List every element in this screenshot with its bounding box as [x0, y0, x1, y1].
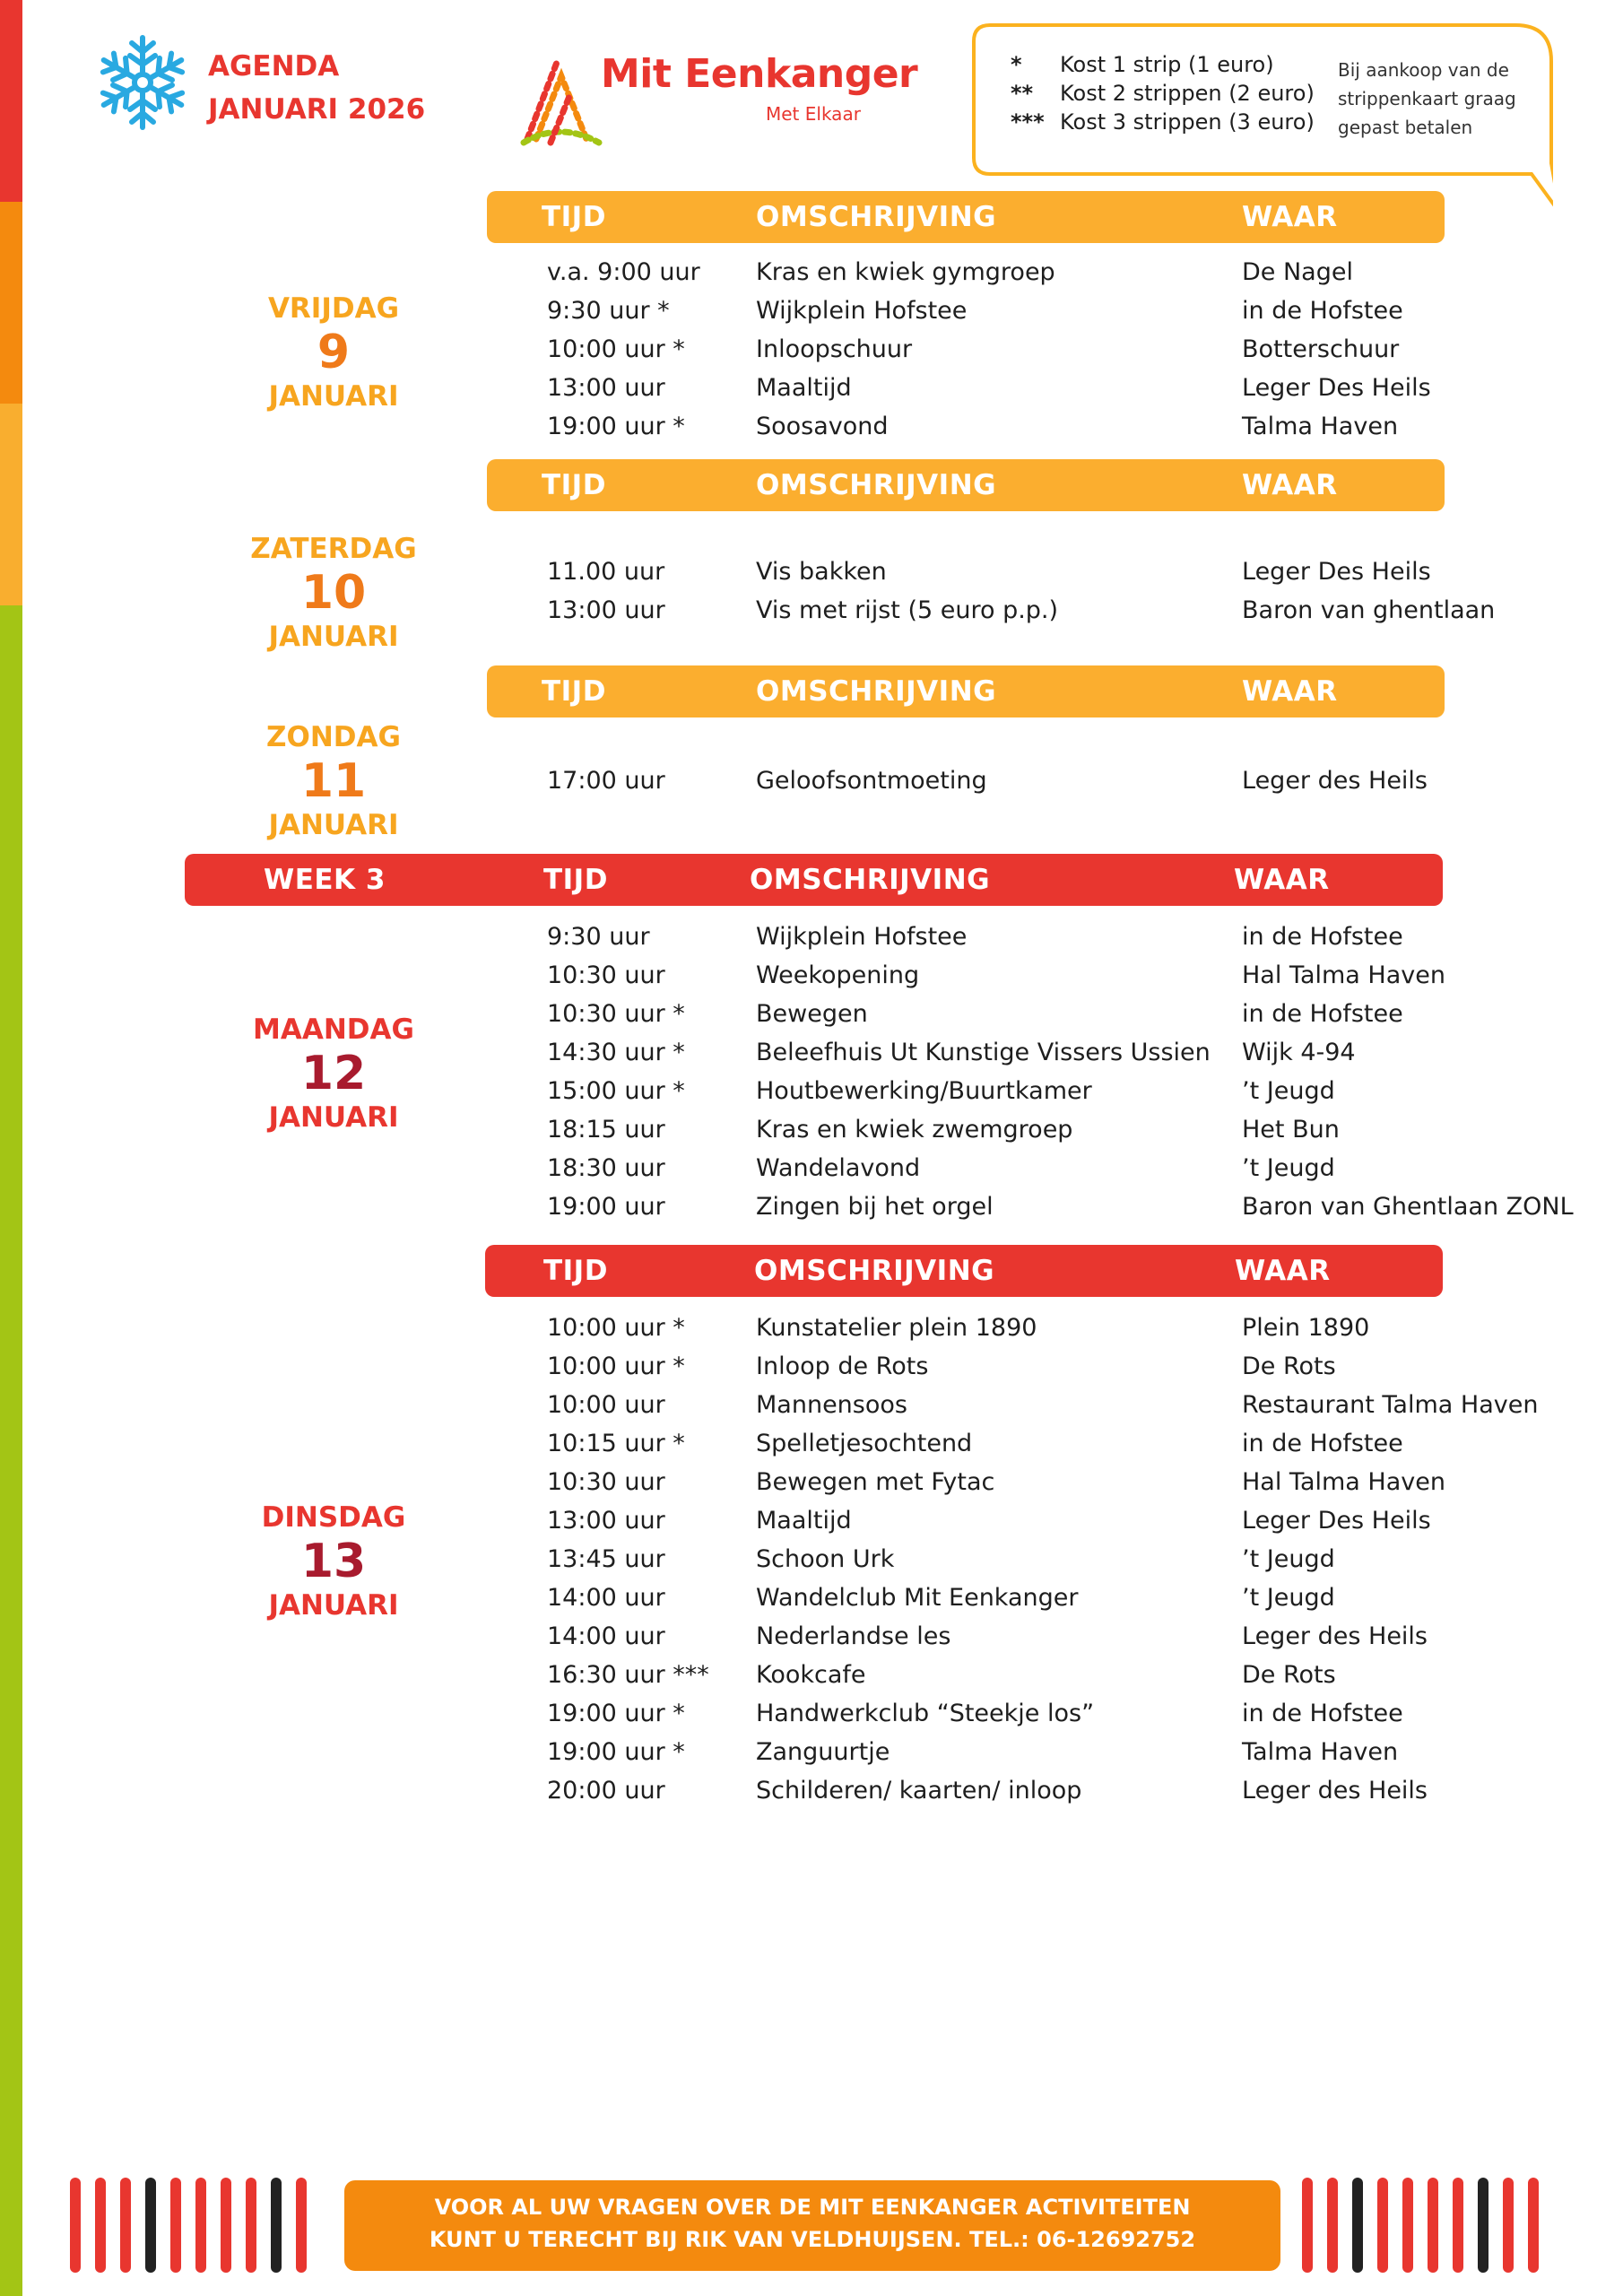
side-strip-red: [0, 0, 22, 202]
column-header-band: [487, 191, 1445, 243]
day-label-dinsdag: DINSDAG 13 JANUARI: [261, 1501, 406, 1622]
agenda-title-line1: AGENDA: [208, 50, 340, 83]
col-time: TIJD: [542, 201, 606, 233]
footer-stripes-left: [70, 2178, 321, 2273]
cost-legend: [970, 22, 1553, 174]
day-label-maandag: MAANDAG 12 JANUARI: [253, 1013, 414, 1134]
side-strip-dark-orange: [0, 202, 22, 404]
logo-name: Mit Eenkanger: [601, 51, 918, 97]
logo: [515, 49, 918, 152]
cost-row-1: * Kost 1 strip (1 euro): [1011, 52, 1274, 77]
footer-contact-banner: [344, 2180, 1280, 2271]
side-strip-orange: [0, 404, 22, 605]
snowflake-icon: [94, 34, 191, 131]
agenda-title-line2: JANUARI 2026: [208, 93, 426, 126]
week-label: WEEK 3: [264, 864, 386, 896]
side-strip-green: [0, 605, 22, 2296]
week-header-band: WEEK 3 TIJD OMSCHRIJVING WAAR: [185, 854, 1443, 906]
cost-row-3: *** Kost 3 strippen (3 euro): [1011, 109, 1315, 135]
column-header-band: TIJD OMSCHRIJVING WAAR: [487, 665, 1445, 718]
day-label-zaterdag: ZATERDAG 10 JANUARI: [250, 533, 417, 653]
column-header-band: TIJD OMSCHRIJVING WAAR: [487, 459, 1445, 511]
logo-subtitle: Met Elkaar: [766, 103, 861, 125]
footer-line1: VOOR AL UW VRAGEN OVER DE MIT EENKANGER ACTIVITEITEN: [434, 2195, 1191, 2220]
column-header-band: TIJD OMSCHRIJVING WAAR: [485, 1245, 1443, 1297]
day-label-zondag: ZONDAG 11 JANUARI: [266, 721, 401, 841]
footer-stripes-right: [1302, 2178, 1553, 2273]
cost-note: Bij aankoop van de strippenkaart graag gepast betalen: [1338, 59, 1516, 138]
day-label-vrijdag: VRIJDAG 9 JANUARI: [267, 292, 400, 413]
cost-row-2: ** Kost 2 strippen (2 euro): [1011, 81, 1315, 106]
col-location: WAAR: [1242, 201, 1338, 233]
footer-line2: KUNT U TERECHT BIJ RIK VAN VELDHUIJSEN. TEL.: 06-12692752: [429, 2227, 1196, 2252]
col-description: OMSCHRIJVING: [756, 201, 997, 233]
agenda-title: [208, 45, 425, 131]
logo-mark-icon: [515, 49, 604, 148]
